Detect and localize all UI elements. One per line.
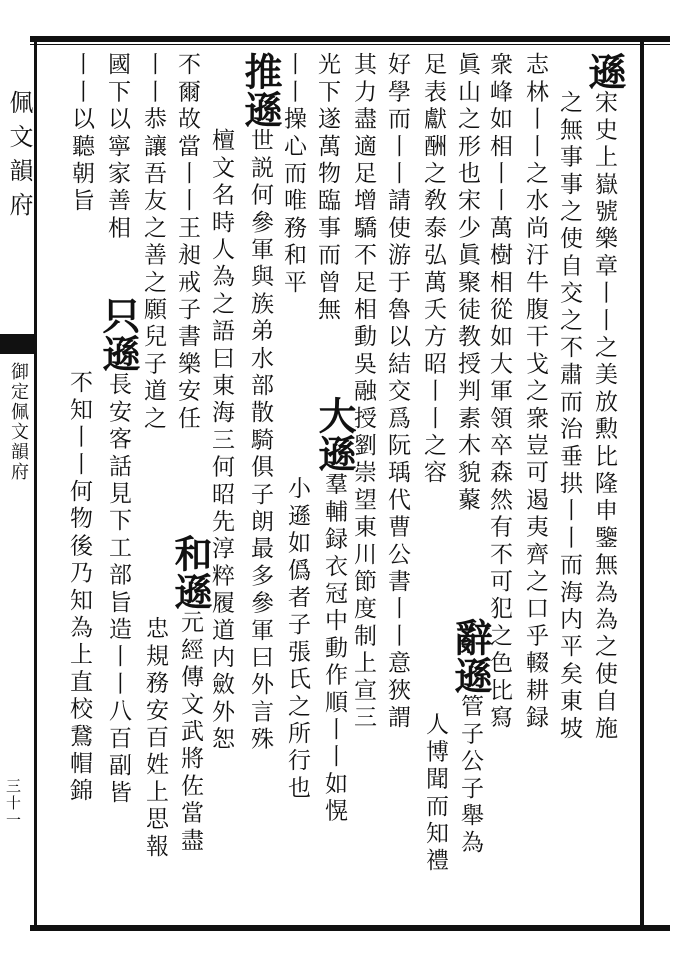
- text-column-8: [420, 712, 450, 875]
- column-text: 足表獻酬之敎泰弘萬夭方昭丨丨之容: [420, 52, 446, 488]
- text-column-23: [66, 52, 96, 215]
- column-text: 好學而丨丨請使游于魯以結交爲阮瑀代曹公書丨丨意狹謂: [384, 52, 410, 732]
- text-column-16: [206, 128, 236, 754]
- headword: 遜: [582, 52, 627, 90]
- top-border-thin: [30, 44, 670, 45]
- column-text: 管子公子舉為: [457, 694, 483, 858]
- column-text: 小遜如僞者子張氏之所行也: [284, 476, 310, 803]
- text-column-19: [138, 52, 168, 433]
- fish-tail-mark: [0, 334, 36, 354]
- column-text: 世説何參軍與族弟水部散騎俱子朗最多參軍曰外言殊: [247, 128, 273, 754]
- text-column-7: [418, 52, 448, 487]
- text-column-6: [448, 618, 493, 858]
- text-column-9: [382, 52, 412, 732]
- text-column-12: [312, 52, 342, 324]
- text-column-21: [102, 52, 132, 242]
- text-column-22: [96, 296, 141, 808]
- bottom-border: [30, 925, 670, 931]
- page-number: 三十一: [4, 778, 22, 829]
- text-column-20: [140, 616, 170, 861]
- column-text: 不知丨丨何物後乃知為上直校鵞帽錦: [66, 370, 92, 806]
- column-text: 宋史上嶽號樂章丨丨之美放勲比隆申鑒無為為之使自施: [591, 90, 617, 743]
- column-text: 丨丨以聽朝旨: [68, 52, 94, 216]
- right-border: [640, 36, 644, 931]
- column-text: 長安客話見下工部旨造丨丨八百副皆: [105, 372, 131, 808]
- column-text: 衆峰如相丨丨萬樹相從如大軍領卒森然有不可犯之色比寫: [486, 52, 512, 732]
- headword: 和遜: [168, 534, 213, 610]
- text-column-24: [64, 370, 94, 805]
- headword: 辭遜: [448, 618, 493, 694]
- top-border-thick: [30, 36, 670, 42]
- text-column-2: [554, 90, 584, 743]
- column-text: 光下遂萬物臨事而曾無: [314, 52, 340, 324]
- headword: 大遜: [312, 396, 357, 472]
- column-text: 不爾故當丨丨王昶戒子書樂安任: [174, 52, 200, 433]
- text-column-15: [238, 52, 283, 754]
- text-column-5: [452, 52, 482, 514]
- text-column-1: [582, 52, 627, 743]
- column-text: 其力盡適足增驕不足相動吳融授劉崇望東川節度制上宣三: [350, 52, 376, 732]
- book-title: 御定佩文韻府: [8, 362, 29, 482]
- page-margin: [0, 42, 37, 927]
- column-text: 人博聞而知禮: [422, 712, 448, 876]
- column-text: 志林丨丨之水尚汙牛腹干戈之衆豈可遏夷齊之口乎輟耕録: [522, 52, 548, 732]
- column-text: 檀文名時人為之語曰東海三何昭先淳粹履道内斂外恕: [208, 128, 234, 754]
- column-text: 羣輔録衣冠中動作順丨丨如愰: [321, 472, 347, 826]
- running-head: 佩文韻府: [5, 90, 33, 226]
- column-text: 忠規務安百姓上思報: [142, 616, 168, 861]
- text-column-17: [172, 52, 202, 433]
- text-column-3: [520, 52, 550, 732]
- column-text: 丨丨恭讓吾友之善之願兒子道之: [140, 52, 166, 433]
- text-column-11: [312, 396, 357, 826]
- text-column-13: [282, 476, 312, 802]
- headword: 只遜: [96, 296, 141, 372]
- column-text: 之無事事之使自交之不肅而治垂拱丨丨而海内平矣東坡: [556, 90, 582, 743]
- text-column-18: [168, 534, 213, 855]
- headword: 推遜: [238, 52, 283, 128]
- column-text: 元經傳文武將佐當盡: [177, 610, 203, 855]
- column-text: 丨丨操心而唯務和平: [280, 52, 306, 297]
- column-text: 國下以寧家善相: [104, 52, 130, 243]
- column-text: 眞山之形也宋少眞聚徒教授判素木貌藂: [454, 52, 480, 515]
